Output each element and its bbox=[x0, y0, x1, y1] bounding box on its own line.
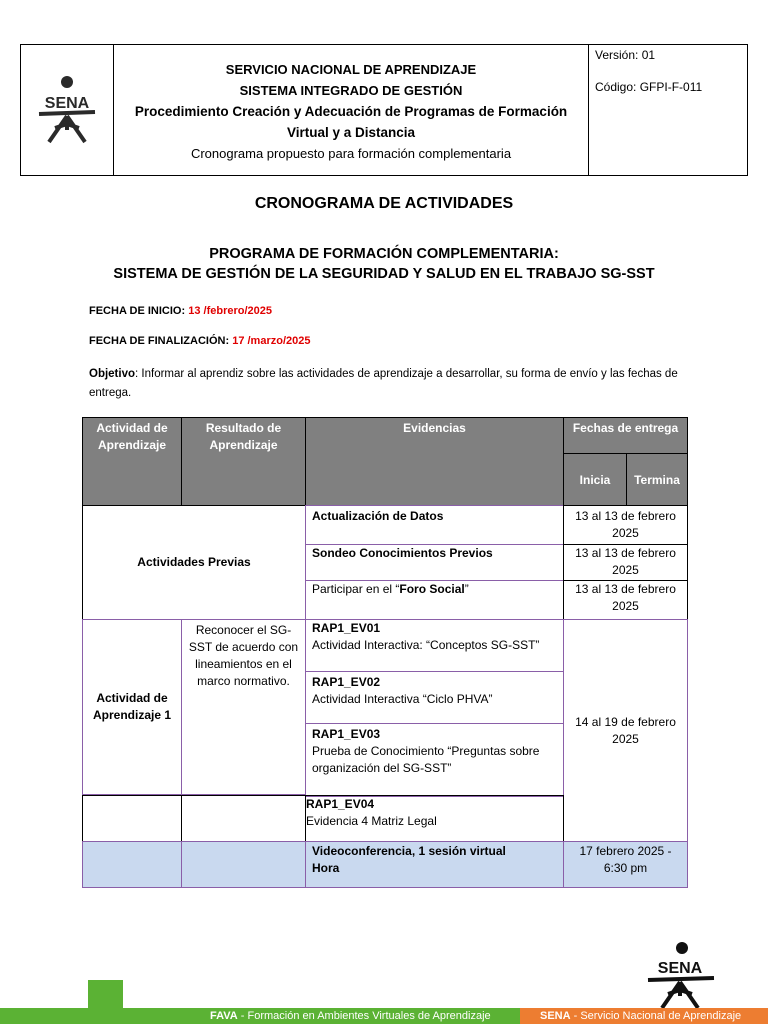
act1-evidence-4: RAP1_EV04 Evidencia 4 Matriz Legal bbox=[305, 795, 564, 842]
header-system: SISTEMA INTEGRADO DE GESTIÓN bbox=[239, 83, 463, 98]
video-session: Videoconferencia, 1 sesión virtual Hora bbox=[305, 841, 564, 888]
act1-evidence-2: RAP1_EV02 Actividad Interactiva “Ciclo PHVA” bbox=[305, 671, 564, 724]
sena-logo-icon bbox=[640, 940, 720, 1010]
svg-text:SENA: SENA bbox=[44, 95, 90, 112]
version: Versión: 01 bbox=[595, 48, 656, 62]
col-start: Inicia bbox=[563, 453, 627, 506]
col-end: Termina bbox=[626, 453, 688, 506]
footer-sena: SENA - Servicio Nacional de Aprendizaje bbox=[520, 1008, 768, 1024]
header-center bbox=[114, 45, 589, 175]
act1-result: Reconocer el SG-SST de acuerdo con lineamientos en el marco normativo. bbox=[181, 619, 306, 795]
start-date: FECHA DE INICIO: 13 /febrero/2025 bbox=[89, 305, 272, 317]
footer-sena-logo bbox=[640, 940, 720, 1015]
previas-evidence-1: Actualización de Datos bbox=[305, 505, 564, 545]
video-empty-2 bbox=[181, 841, 306, 888]
footer-bar bbox=[0, 1008, 768, 1024]
ev04-empty-1 bbox=[82, 795, 182, 842]
act1-label: Actividad de Aprendizaje 1 bbox=[82, 619, 182, 795]
page-title: CRONOGRAMA DE ACTIVIDADES bbox=[254, 195, 514, 212]
footer-green-block bbox=[88, 980, 123, 1010]
header-meta bbox=[589, 45, 747, 175]
document-header bbox=[20, 44, 748, 176]
previas-date-2: 13 al 13 de febrero 2025 bbox=[563, 544, 688, 581]
col-activity: Actividad de Aprendizaje bbox=[82, 417, 182, 506]
previas-evidence-3: Participar en el “Foro Social” bbox=[305, 580, 564, 620]
previas-date-3: 13 al 13 de febrero 2025 bbox=[563, 580, 688, 620]
ev04-empty-2 bbox=[181, 795, 306, 842]
program-title bbox=[0, 244, 768, 284]
footer-fava: FAVA - Formación en Ambientes Virtuales de Aprendizaje bbox=[0, 1008, 520, 1024]
video-date: 17 febrero 2025 - 6:30 pm bbox=[563, 841, 688, 888]
objective: Objetivo: Informar al aprendiz sobre las actividades de aprendizaje a desarrollar, su forma de envío y las fechas de entrega. bbox=[89, 368, 678, 399]
header-subtitle: Cronograma propuesto para formación complementaria bbox=[190, 146, 512, 161]
col-result: Resultado de Aprendizaje bbox=[181, 417, 306, 506]
program-line-2: SISTEMA DE GESTIÓN DE LA SEGURIDAD Y SALUD EN EL TRABAJO SG-SST bbox=[113, 266, 655, 282]
schedule-table bbox=[82, 417, 688, 888]
previas-date-1: 13 al 13 de febrero 2025 bbox=[563, 505, 688, 545]
sena-logo bbox=[21, 45, 114, 175]
header-procedure-1: Procedimiento Creación y Adecuación de Programas de Formación bbox=[134, 104, 568, 119]
col-evidence: Evidencias bbox=[305, 417, 564, 506]
act1-evidence-3: RAP1_EV03 Prueba de Conocimiento “Preguntas sobre organización del SG-SST” bbox=[305, 723, 564, 797]
program-line-1: PROGRAMA DE FORMACIÓN COMPLEMENTARIA: bbox=[209, 246, 559, 262]
act1-date: 14 al 19 de febrero 2025 bbox=[563, 619, 688, 842]
header-org: SERVICIO NACIONAL DE APRENDIZAJE bbox=[225, 62, 477, 77]
previas-label: Actividades Previas bbox=[82, 505, 306, 620]
previas-evidence-2: Sondeo Conocimientos Previos bbox=[305, 544, 564, 581]
col-dates: Fechas de entrega bbox=[563, 417, 688, 454]
video-empty-1 bbox=[82, 841, 182, 888]
end-date: FECHA DE FINALIZACIÓN: 17 /marzo/2025 bbox=[89, 335, 311, 347]
header-procedure-2: Virtual y a Distancia bbox=[286, 125, 416, 140]
act1-evidence-1: RAP1_EV01 Actividad Interactiva: “Conceptos SG-SST” bbox=[305, 619, 564, 672]
code: Código: GFPI-F-011 bbox=[595, 80, 703, 94]
svg-text:SENA: SENA bbox=[657, 960, 703, 977]
sena-logo-icon bbox=[29, 72, 105, 148]
